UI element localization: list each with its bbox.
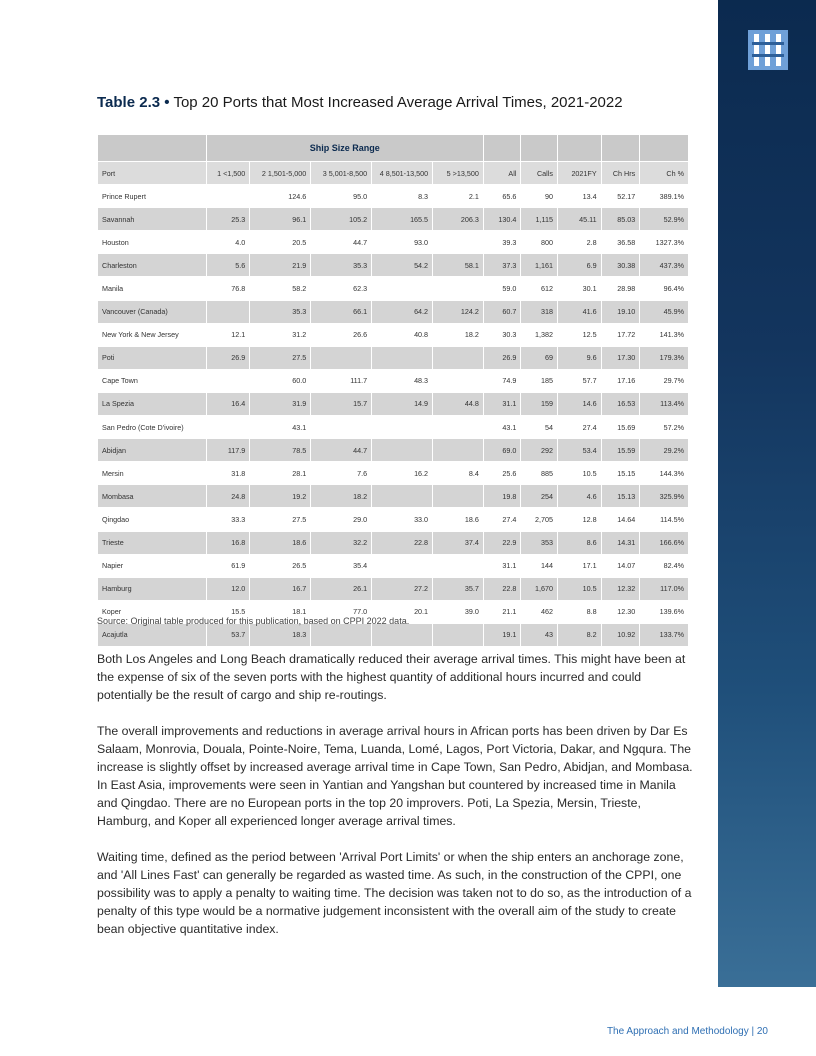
table-cell: 4.6: [557, 485, 601, 508]
table-cell: 58.1: [433, 254, 484, 277]
table-cell: 7.6: [311, 462, 372, 485]
table-cell: 45.9%: [640, 300, 689, 323]
table-cell: 12.1: [206, 323, 250, 346]
sidebar-decoration: [718, 0, 816, 987]
table-row: [98, 254, 689, 277]
table-cell: [372, 277, 433, 300]
table-cell: 20.5: [250, 231, 311, 254]
column-header: 3 5,001-8,500: [311, 162, 372, 185]
table-cell: 69.0: [483, 439, 521, 462]
table-cell: 25.6: [483, 462, 521, 485]
table-cell: 105.2: [311, 208, 372, 231]
ship-size-range-header: Ship Size Range: [206, 135, 483, 162]
table-cell: 15.15: [601, 462, 640, 485]
table-cell: 96.4%: [640, 277, 689, 300]
table-cell: 25.3: [206, 208, 250, 231]
table-cell: 33.0: [372, 508, 433, 531]
table-row: [98, 577, 689, 600]
table-cell: 17.30: [601, 346, 640, 369]
table-cell: [372, 346, 433, 369]
table-cell: 462: [521, 600, 558, 623]
table-cell: 16.2: [372, 462, 433, 485]
table-cell: 292: [521, 439, 558, 462]
table-cell: 35.3: [311, 254, 372, 277]
column-header: 2 1,501-5,000: [250, 162, 311, 185]
table-cell: 185: [521, 369, 558, 392]
table-cell: 18.2: [311, 485, 372, 508]
column-header: Ch %: [640, 162, 689, 185]
table-cell: 1,161: [521, 254, 558, 277]
table-cell: 76.8: [206, 277, 250, 300]
table-cell: 1327.3%: [640, 231, 689, 254]
table-cell: 14.31: [601, 531, 640, 554]
table-cell: [433, 277, 484, 300]
port-name-cell: Mersin: [98, 462, 207, 485]
port-name-cell: Trieste: [98, 531, 207, 554]
table-cell: [433, 485, 484, 508]
table-cell: 30.1: [557, 277, 601, 300]
table-cell: [206, 369, 250, 392]
table-cell: 21.9: [250, 254, 311, 277]
table-cell: 43.1: [483, 416, 521, 439]
table-cell: 4.0: [206, 231, 250, 254]
table-row: [98, 392, 689, 415]
table-cell: 35.7: [433, 577, 484, 600]
table-cell: 95.0: [311, 185, 372, 208]
port-name-cell: San Pedro (Cote D'ivoire): [98, 416, 207, 439]
table-cell: 27.4: [483, 508, 521, 531]
table-row: [98, 623, 689, 646]
table-row: [98, 300, 689, 323]
table-cell: 37.4: [433, 531, 484, 554]
table-cell: 61.9: [206, 554, 250, 577]
table-cell: 53.7: [206, 623, 250, 646]
table-cell: 45.11: [557, 208, 601, 231]
table-cell: 13.4: [557, 185, 601, 208]
port-name-cell: Napier: [98, 554, 207, 577]
table-cell: 60.0: [250, 369, 311, 392]
table-cell: 117.0%: [640, 577, 689, 600]
table-cell: 31.2: [250, 323, 311, 346]
table-cell: 44.7: [311, 439, 372, 462]
table-cell: 141.3%: [640, 323, 689, 346]
table-cell: 612: [521, 277, 558, 300]
table-cell: 31.1: [483, 392, 521, 415]
table-cell: 20.1: [372, 600, 433, 623]
table-cell: 21.1: [483, 600, 521, 623]
table-number: Table 2.3: [97, 94, 161, 111]
table-cell: 31.1: [483, 554, 521, 577]
table-cell: 318: [521, 300, 558, 323]
port-name-cell: Poti: [98, 346, 207, 369]
table-cell: 12.5: [557, 323, 601, 346]
table-cell: 353: [521, 531, 558, 554]
table-row: [98, 531, 689, 554]
table-cell: 18.6: [250, 531, 311, 554]
source-note: Source: Original table produced for this publication, based on CPPI 2022 data.: [97, 616, 410, 626]
table-cell: [206, 300, 250, 323]
table-cell: 36.58: [601, 231, 640, 254]
table-cell: 39.3: [483, 231, 521, 254]
table-row: [98, 277, 689, 300]
ports-table: [97, 134, 689, 647]
table-cell: 18.2: [433, 323, 484, 346]
table-cell: 159: [521, 392, 558, 415]
table-cell: 35.4: [311, 554, 372, 577]
table-cell: 1,670: [521, 577, 558, 600]
table-cell: 9.6: [557, 346, 601, 369]
table-cell: 130.4: [483, 208, 521, 231]
column-header: Ch Hrs: [601, 162, 640, 185]
table-cell: 885: [521, 462, 558, 485]
table-cell: 16.8: [206, 531, 250, 554]
port-name-cell: New York & New Jersey: [98, 323, 207, 346]
table-column-header-row: [98, 162, 689, 185]
table-cell: 69: [521, 346, 558, 369]
table-cell: 166.6%: [640, 531, 689, 554]
table-cell: [372, 623, 433, 646]
table-cell: 18.3: [250, 623, 311, 646]
table-cell: 66.1: [311, 300, 372, 323]
table-cell: 12.8: [557, 508, 601, 531]
table-cell: [433, 369, 484, 392]
table-cell: 48.3: [372, 369, 433, 392]
port-name-cell: La Spezia: [98, 392, 207, 415]
table-cell: 12.32: [601, 577, 640, 600]
table-cell: 8.4: [433, 462, 484, 485]
table-cell: 18.1: [250, 600, 311, 623]
table-cell: 26.5: [250, 554, 311, 577]
table-cell: 26.6: [311, 323, 372, 346]
table-cell: 165.5: [372, 208, 433, 231]
paragraph-3: Waiting time, defined as the period between 'Arrival Port Limits' or when the ship enters an anchorage zone, and 'All Lines Fast' can generally be regarded as wasted time. As such, in the construction of the CPPI, one possibility was to apply a penalty to waiting time. The decision was taken not to do so, as the introduction of a penalty of this type would be a normative judgement inconsistent with the overall aim of the study to create bean objective quantitative index.: [97, 850, 692, 936]
table-cell: 8.2: [557, 623, 601, 646]
table-row: [98, 208, 689, 231]
column-header: 4 8,501-13,500: [372, 162, 433, 185]
table-cell: 5.6: [206, 254, 250, 277]
table-cell: 19.2: [250, 485, 311, 508]
table-row: [98, 369, 689, 392]
table-cell: [433, 416, 484, 439]
table-cell: 117.9: [206, 439, 250, 462]
table-cell: 27.5: [250, 346, 311, 369]
table-cell: 139.6%: [640, 600, 689, 623]
table-cell: 18.6: [433, 508, 484, 531]
table-cell: 33.3: [206, 508, 250, 531]
table-cell: 85.03: [601, 208, 640, 231]
table-cell: 14.6: [557, 392, 601, 415]
table-cell: 17.1: [557, 554, 601, 577]
table-cell: 59.0: [483, 277, 521, 300]
table-cell: 10.5: [557, 577, 601, 600]
table-cell: [311, 623, 372, 646]
table-title-text: Top 20 Ports that Most Increased Average Arrival Times, 2021-2022: [173, 94, 623, 111]
table-cell: 10.5: [557, 462, 601, 485]
port-name-cell: Prince Rupert: [98, 185, 207, 208]
paragraph-1: Both Los Angeles and Long Beach dramatically reduced their average arrival times. This might have been at the expense of six of the seven ports with the highest quantity of additional hours incurred and could potentially be the result of cargo and ship re-routings.: [97, 652, 686, 702]
table-cell: 24.8: [206, 485, 250, 508]
table-cell: [433, 439, 484, 462]
table-row: [98, 416, 689, 439]
table-row: [98, 485, 689, 508]
table-cell: 124.6: [250, 185, 311, 208]
port-name-cell: Manila: [98, 277, 207, 300]
table-cell: 16.53: [601, 392, 640, 415]
table-cell: 124.2: [433, 300, 484, 323]
table-cell: 65.6: [483, 185, 521, 208]
port-name-cell: Houston: [98, 231, 207, 254]
column-header: Port: [98, 162, 207, 185]
table-cell: 30.3: [483, 323, 521, 346]
table-cell: 35.3: [250, 300, 311, 323]
table-cell: 62.3: [311, 277, 372, 300]
table-cell: 54.2: [372, 254, 433, 277]
table-cell: 19.10: [601, 300, 640, 323]
table-cell: 8.3: [372, 185, 433, 208]
table-cell: 26.9: [483, 346, 521, 369]
table-cell: 22.8: [372, 531, 433, 554]
table-cell: [311, 416, 372, 439]
table-cell: 26.1: [311, 577, 372, 600]
table-cell: 53.4: [557, 439, 601, 462]
table-cell: 14.64: [601, 508, 640, 531]
table-cell: 52.9%: [640, 208, 689, 231]
port-name-cell: Mombasa: [98, 485, 207, 508]
column-header: 1 <1,500: [206, 162, 250, 185]
table-cell: 14.9: [372, 392, 433, 415]
table-cell: 52.17: [601, 185, 640, 208]
table-cell: 43: [521, 623, 558, 646]
table-cell: 19.8: [483, 485, 521, 508]
table-cell: 58.2: [250, 277, 311, 300]
logo-icon: [748, 30, 788, 70]
table-cell: 12.0: [206, 577, 250, 600]
table-cell: 96.1: [250, 208, 311, 231]
table-cell: 57.7: [557, 369, 601, 392]
table-cell: 17.16: [601, 369, 640, 392]
table-cell: [311, 346, 372, 369]
table-cell: [433, 554, 484, 577]
table-cell: 39.0: [433, 600, 484, 623]
table-cell: 82.4%: [640, 554, 689, 577]
table-cell: 2.8: [557, 231, 601, 254]
column-header: All: [483, 162, 521, 185]
port-name-cell: Qingdao: [98, 508, 207, 531]
title-bullet: •: [164, 94, 170, 111]
table-cell: 111.7: [311, 369, 372, 392]
table-cell: 30.38: [601, 254, 640, 277]
column-header: 5 >13,500: [433, 162, 484, 185]
table-row: [98, 323, 689, 346]
table-cell: [372, 554, 433, 577]
table-cell: [206, 416, 250, 439]
table-cell: 28.98: [601, 277, 640, 300]
table-cell: 16.7: [250, 577, 311, 600]
table-cell: 90: [521, 185, 558, 208]
table-cell: 32.2: [311, 531, 372, 554]
column-header: 2021FY: [557, 162, 601, 185]
table-cell: 10.92: [601, 623, 640, 646]
table-cell: 57.2%: [640, 416, 689, 439]
port-name-cell: Acajutla: [98, 623, 207, 646]
table-cell: 29.0: [311, 508, 372, 531]
table-cell: 29.2%: [640, 439, 689, 462]
table-group-header-row: [98, 135, 689, 162]
table-cell: 93.0: [372, 231, 433, 254]
table-cell: 8.8: [557, 600, 601, 623]
port-name-cell: Charleston: [98, 254, 207, 277]
table-cell: 28.1: [250, 462, 311, 485]
table-cell: 43.1: [250, 416, 311, 439]
table-cell: 16.4: [206, 392, 250, 415]
table-cell: 17.72: [601, 323, 640, 346]
table-cell: [433, 231, 484, 254]
table-cell: 15.69: [601, 416, 640, 439]
table-cell: 31.9: [250, 392, 311, 415]
table-row: [98, 508, 689, 531]
table-cell: 74.9: [483, 369, 521, 392]
table-cell: 15.5: [206, 600, 250, 623]
table-row: [98, 439, 689, 462]
table-cell: 44.7: [311, 231, 372, 254]
table-cell: [372, 416, 433, 439]
table-cell: 2,705: [521, 508, 558, 531]
table-cell: 800: [521, 231, 558, 254]
table-cell: 2.1: [433, 185, 484, 208]
table-cell: 27.5: [250, 508, 311, 531]
table-row: [98, 231, 689, 254]
table-cell: 15.59: [601, 439, 640, 462]
table-cell: 1,382: [521, 323, 558, 346]
column-header: Calls: [521, 162, 558, 185]
port-name-cell: Vancouver (Canada): [98, 300, 207, 323]
table-cell: 114.5%: [640, 508, 689, 531]
table-cell: 15.7: [311, 392, 372, 415]
table-cell: 54: [521, 416, 558, 439]
table-row: [98, 554, 689, 577]
port-name-cell: Hamburg: [98, 577, 207, 600]
table-cell: 26.9: [206, 346, 250, 369]
table-cell: 77.0: [311, 600, 372, 623]
table-cell: 37.3: [483, 254, 521, 277]
table-cell: 1,115: [521, 208, 558, 231]
table-cell: 40.8: [372, 323, 433, 346]
table-cell: [433, 346, 484, 369]
table-cell: 15.13: [601, 485, 640, 508]
table-cell: 64.2: [372, 300, 433, 323]
table-cell: 254: [521, 485, 558, 508]
paragraph-2: The overall improvements and reductions in average arrival hours in African ports has been driven by Dar Es Salaam, Monrovia, Douala, Pointe-Noire, Tema, Luanda, Lomé, Lagos, Port Victoria, Dakar, and Ngqura. The increase is slightly offset by increased average arrival time in Cape Town, San Pedro, Abidjan, and Mombasa. In East Asia, improvements were seen in Yantian and Yangshan but countered by increased time in Manila and Qingdao. There are no European ports in the top 20 improvers. Poti, La Spezia, Mersin, Trieste, Hamburg, and Koper all experienced longer average arrival times.: [97, 724, 693, 828]
table-cell: 60.7: [483, 300, 521, 323]
table-cell: [372, 439, 433, 462]
table-row: [98, 462, 689, 485]
table-cell: [206, 185, 250, 208]
port-name-cell: Savannah: [98, 208, 207, 231]
table-cell: 19.1: [483, 623, 521, 646]
page-footer: The Approach and Methodology | 20: [606, 1026, 768, 1037]
table-cell: 113.4%: [640, 392, 689, 415]
table-row: [98, 185, 689, 208]
table-cell: 133.7%: [640, 623, 689, 646]
table-cell: 14.07: [601, 554, 640, 577]
port-name-cell: Abidjan: [98, 439, 207, 462]
table-cell: 44.8: [433, 392, 484, 415]
table-cell: 8.6: [557, 531, 601, 554]
table-cell: 29.7%: [640, 369, 689, 392]
table-cell: 27.4: [557, 416, 601, 439]
table-row: [98, 346, 689, 369]
table-cell: 78.5: [250, 439, 311, 462]
table-cell: 144: [521, 554, 558, 577]
table-cell: 27.2: [372, 577, 433, 600]
table-cell: 41.6: [557, 300, 601, 323]
table-cell: 325.9%: [640, 485, 689, 508]
table-cell: 179.3%: [640, 346, 689, 369]
table-cell: 22.8: [483, 577, 521, 600]
table-cell: [433, 623, 484, 646]
table-cell: 144.3%: [640, 462, 689, 485]
table-cell: 22.9: [483, 531, 521, 554]
table-cell: 437.3%: [640, 254, 689, 277]
table-title: [97, 94, 717, 111]
table-cell: 389.1%: [640, 185, 689, 208]
port-name-cell: Koper: [98, 600, 207, 623]
table-cell: 206.3: [433, 208, 484, 231]
table-cell: 6.9: [557, 254, 601, 277]
table-cell: 31.8: [206, 462, 250, 485]
table-cell: [372, 485, 433, 508]
port-name-cell: Cape Town: [98, 369, 207, 392]
table-cell: 12.30: [601, 600, 640, 623]
